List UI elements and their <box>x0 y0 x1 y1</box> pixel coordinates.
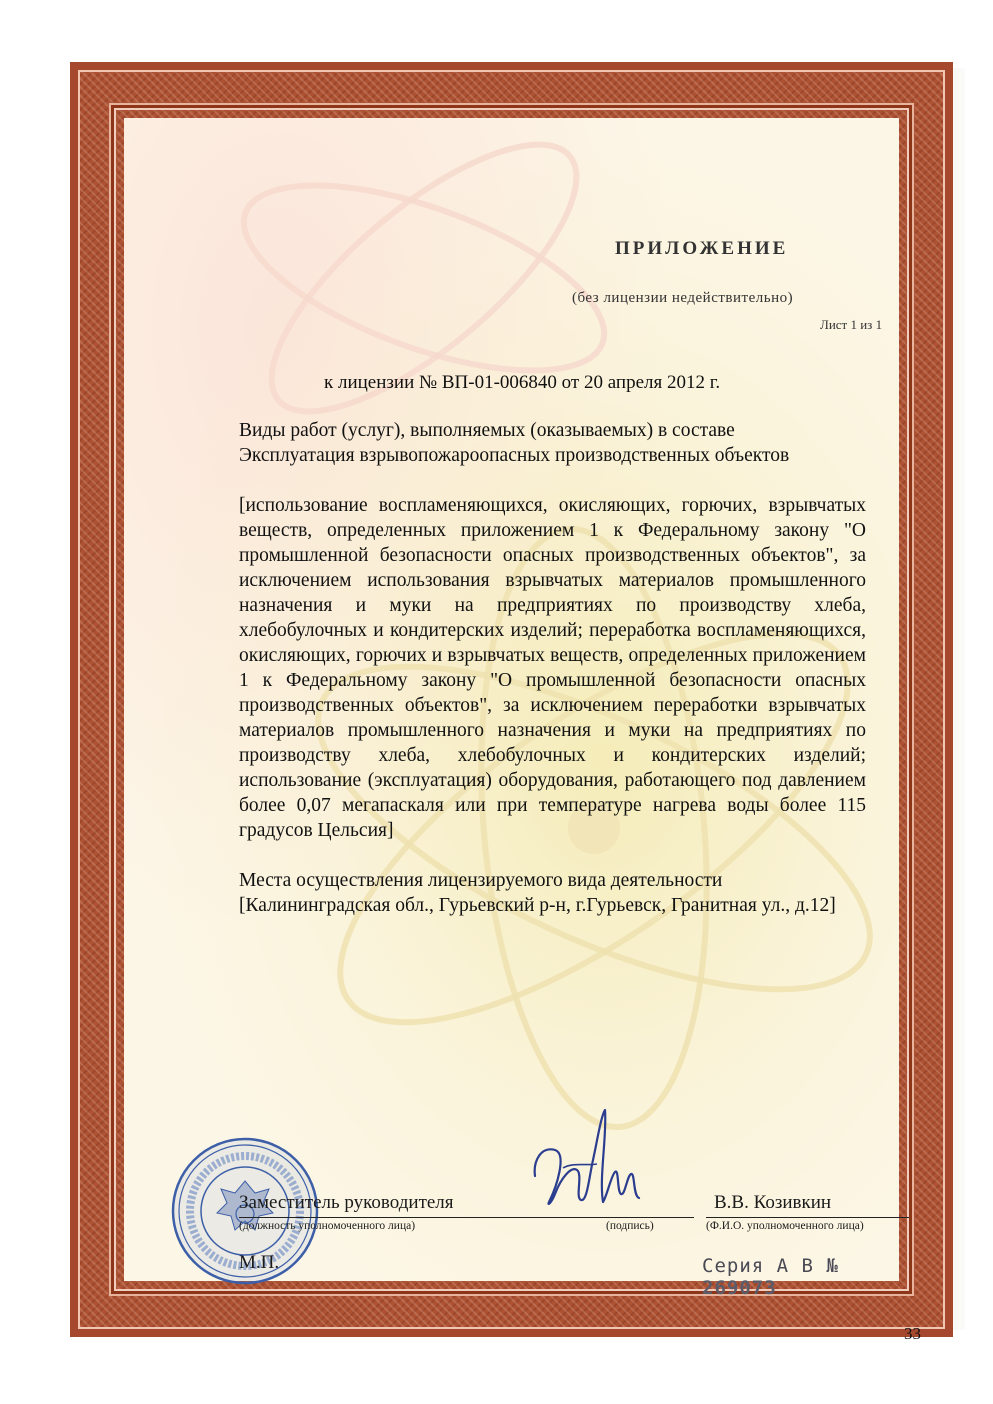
series-number: 269073 <box>702 1277 777 1299</box>
works-category-line: Эксплуатация взрывопожароопасных производственных объектов <box>239 445 790 466</box>
seal-place-label: М.П. <box>239 1252 280 1273</box>
appendix-title: ПРИЛОЖЕНИЕ <box>615 238 789 259</box>
signer-position: Заместитель руководителя <box>239 1192 454 1213</box>
appendix-validity-note: (без лицензии недействительно) <box>572 290 794 306</box>
certificate-form <box>70 62 953 1337</box>
document-body <box>239 418 866 918</box>
location-heading: Места осуществления лицензируемого вида деятельности <box>239 870 723 891</box>
signature-caption: (подпись) <box>606 1220 654 1232</box>
form-series <box>702 1255 899 1299</box>
position-underline <box>239 1217 694 1218</box>
page-number: 33 <box>904 1324 921 1343</box>
location-address: [Калининградская обл., Гурьевский р-н, г.Гурьевск, Гранитная ул., д.12] <box>239 895 836 916</box>
series-label: Серия А В № <box>702 1255 839 1277</box>
name-underline <box>706 1217 909 1218</box>
signature-block <box>239 1192 909 1252</box>
sheet-counter: Лист 1 из 1 <box>820 317 883 332</box>
signer-name: В.В. Козивкин <box>714 1192 832 1213</box>
works-details-paragraph: [использование воспламеняющихся, окисляющих, горючих, взрывчатых веществ, определенных приложением 1 к Федеральному закону "О промышленной безопасности опасных производственных объектов", за исключением использования взрывчатых материалов промышленного назначения и муки на предприятиях по производству хлеба, хлебобулочных и кондитерских изделий; переработка воспламеняющихся, окисляющих, горючих и взрывчатых веществ, определенных приложением 1 к Федеральному закону "О промышленной безопасности опасных производственных объектов", за исключением переработки взрывчатых материалов промышленного назначения и муки на предприятиях по производству хлеба, хлебобулочных и кондитерских изделий; использование (эксплуатация) оборудования, работающего под давлением более 0,07 мегапаскаля или при температуре нагрева воды более 115 градусов Цельсия] <box>239 495 866 841</box>
position-caption: (должность уполномоченного лица) <box>239 1220 416 1232</box>
document-paper <box>124 118 899 1299</box>
name-caption: (Ф.И.О. уполномоченного лица) <box>706 1220 864 1232</box>
works-intro-line: Виды работ (услуг), выполняемых (оказываемых) в составе <box>239 420 735 441</box>
license-reference: к лицензии № ВП-01-006840 от 20 апреля 2012 г. <box>324 372 721 393</box>
